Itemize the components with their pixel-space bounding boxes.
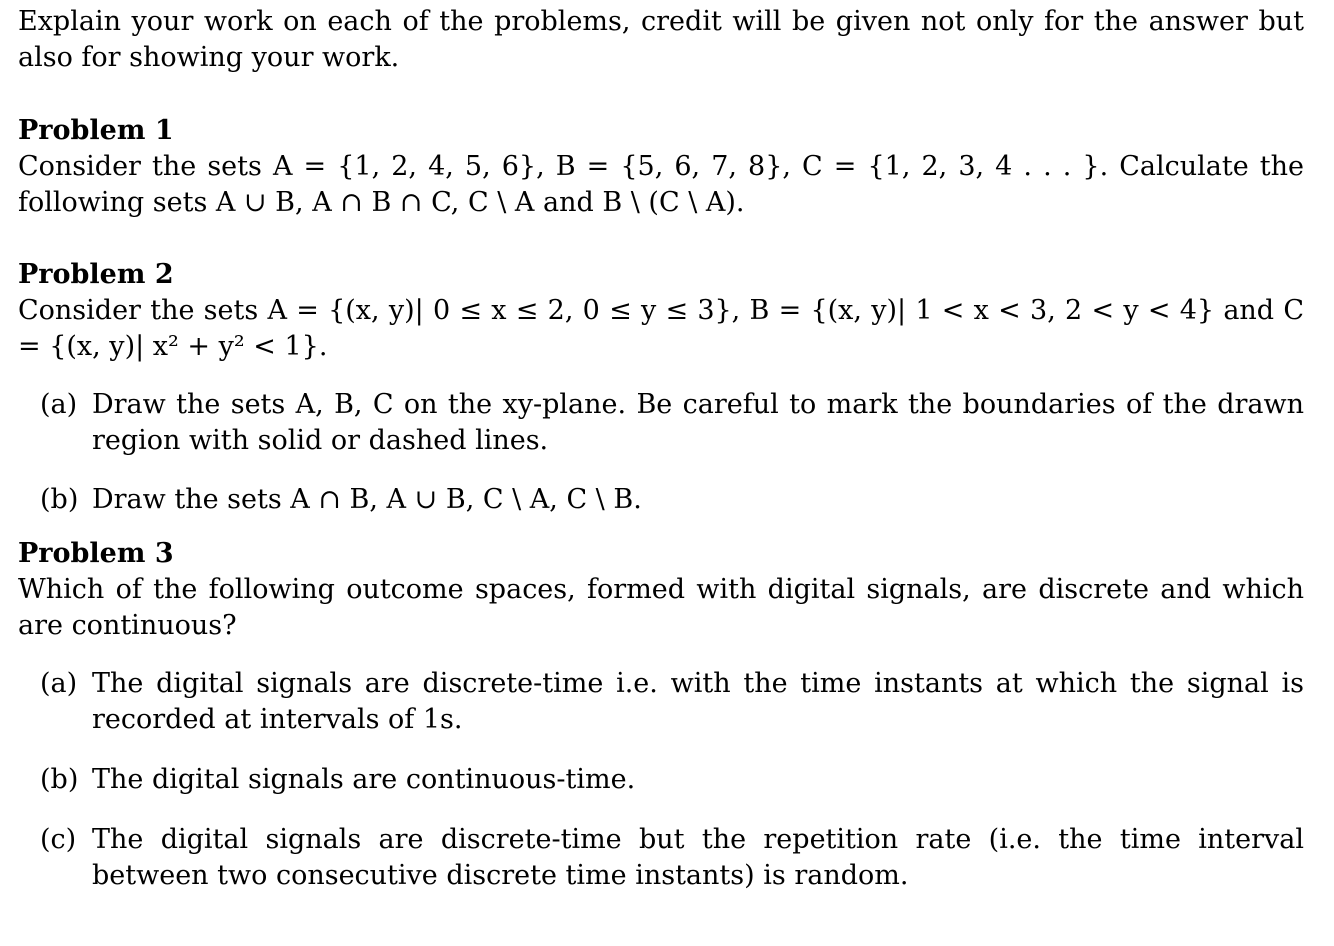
list-item — [18, 482, 1304, 518]
problem-3-items — [18, 666, 1304, 894]
item-label: (a) — [40, 668, 78, 699]
document-page — [18, 4, 1304, 894]
problem-3 — [18, 536, 1304, 894]
problem-2-items — [18, 387, 1304, 518]
item-text: The digital signals are continuous-time. — [92, 764, 636, 795]
problem-3-text: Which of the following outcome spaces, formed with digital signals, are discrete and which are continuous? — [18, 574, 1304, 641]
intro-paragraph: Explain your work on each of the problems, credit will be given not only for the answer but also for showing your work. — [18, 6, 1304, 73]
problem-3-heading: Problem 3 — [18, 538, 174, 569]
problem-1 — [18, 113, 1304, 221]
item-text: Draw the sets A ∩ B, A ∪ B, C \ A, C \ B. — [92, 484, 642, 515]
list-item — [18, 822, 1304, 894]
problem-2-heading: Problem 2 — [18, 259, 174, 290]
item-text: The digital signals are discrete-time i.e. with the time instants at which the signal is recorded at intervals of 1s. — [92, 668, 1304, 735]
problem-1-text: Consider the sets A = {1, 2, 4, 5, 6}, B = {5, 6, 7, 8}, C = {1, 2, 3, 4 . . . }. Calculate the following sets A ∪ B, A ∩ B ∩ C, C \ A and B \ (C \ A). — [18, 151, 1304, 218]
list-item — [18, 666, 1304, 738]
problem-2 — [18, 257, 1304, 518]
item-label: (b) — [40, 484, 79, 515]
item-label: (b) — [40, 764, 79, 795]
list-item — [18, 387, 1304, 459]
item-label: (a) — [40, 389, 78, 420]
problem-1-heading: Problem 1 — [18, 115, 174, 146]
item-label: (c) — [40, 824, 77, 855]
item-text: Draw the sets A, B, C on the xy-plane. Be careful to mark the boundaries of the drawn region with solid or dashed lines. — [92, 389, 1304, 456]
problem-2-text: Consider the sets A = {(x, y)| 0 ≤ x ≤ 2, 0 ≤ y ≤ 3}, B = {(x, y)| 1 < x < 3, 2 < y < 4} and C = {(x, y)| x² + y² < 1}. — [18, 295, 1304, 362]
list-item — [18, 762, 1304, 798]
item-text: The digital signals are discrete-time but the repetition rate (i.e. the time interval between two consecutive discrete time instants) is random. — [92, 824, 1304, 891]
